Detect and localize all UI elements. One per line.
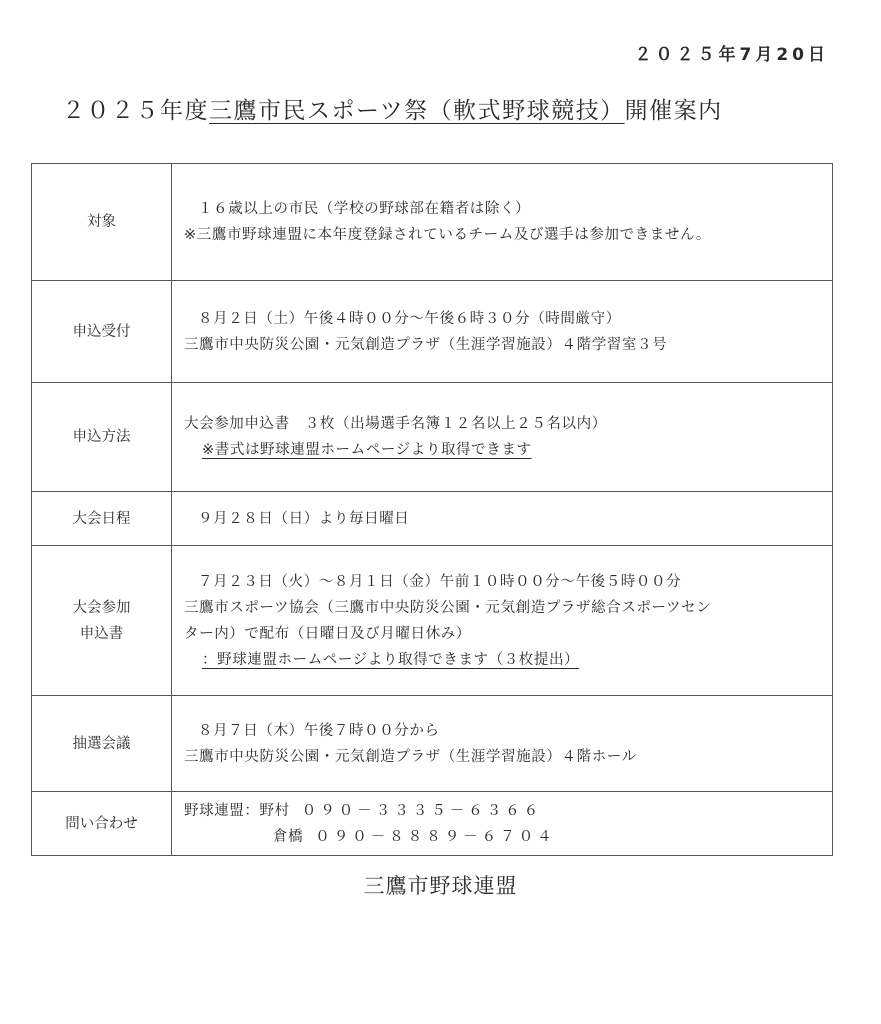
row-label: 問い合わせ [32, 792, 172, 856]
title-suffix: 開催案内 [624, 98, 723, 124]
row-label-line: 大会参加 [72, 599, 131, 616]
row-value [172, 281, 833, 383]
row-lottery-meeting [32, 696, 833, 792]
row-line: ９月２８日（日）より毎日曜日 [198, 510, 410, 527]
row-schedule [32, 492, 833, 546]
row-line [184, 647, 826, 673]
row-value [172, 164, 833, 281]
contact-line [184, 824, 826, 850]
row-target [32, 164, 833, 281]
organization-name: 三鷹市野球連盟 [363, 874, 518, 898]
row-label: 抽選会議 [32, 696, 172, 792]
row-line: ８月２日（土）午後４時００分～午後６時３０分（時間厳守） [198, 310, 621, 327]
contact-org: 野球連盟： [184, 802, 260, 819]
row-line [184, 437, 826, 463]
contact-name: 倉橋 [273, 828, 304, 845]
row-value [172, 383, 833, 492]
title-prefix: ２０２５年度 [62, 98, 209, 124]
contact-line [184, 798, 826, 824]
document-title [62, 92, 723, 125]
row-value [172, 546, 833, 696]
contact-name: 野村 [259, 802, 290, 819]
row-inquiries [32, 792, 833, 856]
row-line: 三鷹市中央防災公園・元気創造プラザ（生涯学習施設）４階ホール [184, 748, 637, 765]
download-note: ※書式は野球連盟ホームページより取得できます [202, 442, 532, 458]
row-line: 三鷹市中央防災公園・元気創造プラザ（生涯学習施設）４階学習室３号 [184, 336, 668, 353]
row-label: 申込方法 [32, 383, 172, 492]
title-underlined: 三鷹市民スポーツ祭（軟式野球競技） [209, 98, 625, 124]
row-entry-form [32, 546, 833, 696]
row-line: 三鷹市スポーツ協会（三鷹市中央防災公園・元気創造プラザ総合スポーツセン [184, 599, 712, 616]
row-line: ※三鷹市野球連盟に本年度登録されているチーム及び選手は参加できません。 [184, 227, 712, 243]
row-label: 大会日程 [32, 492, 172, 546]
row-value [172, 792, 833, 856]
row-line: ８月７日（木）午後７時００分から [198, 722, 440, 739]
row-line: 大会参加申込書 ３枚（出場選手名簿１２名以上２５名以内） [184, 416, 607, 432]
row-value [172, 492, 833, 546]
row-label: 申込受付 [32, 281, 172, 383]
row-label: 対象 [32, 164, 172, 281]
row-label-line: 申込書 [79, 625, 124, 642]
document-date: ２０２５年7月20日 [634, 45, 829, 65]
row-value [172, 696, 833, 792]
contact-phone: ０９０－８８８９－６７０４ [315, 828, 556, 845]
row-application-method [32, 383, 833, 492]
row-line: ター内）で配布（日曜日及び月曜日休み） [184, 625, 471, 642]
row-line: １６歳以上の市民（学校の野球部在籍者は除く） [198, 201, 531, 217]
row-application-reception [32, 281, 833, 383]
row-label [32, 546, 172, 696]
download-note: ：野球連盟ホームページより取得できます（３枚提出） [202, 651, 580, 668]
contact-phone: ０９０－３３３５－６３６６ [301, 802, 543, 819]
row-line: ７月２３日（火）～８月１日（金）午前１０時００分～午後５時００分 [198, 573, 682, 590]
info-table [31, 163, 833, 856]
